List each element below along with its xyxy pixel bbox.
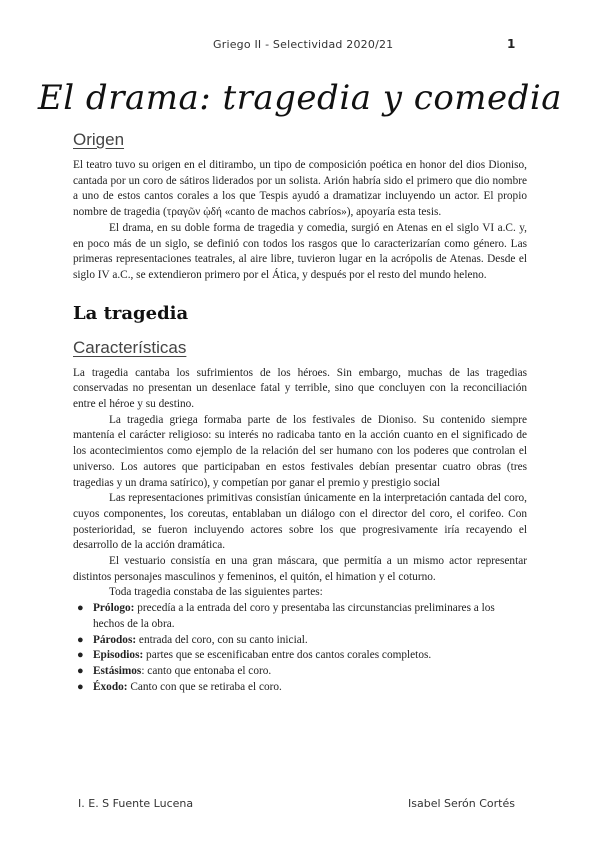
part-desc: : canto que entonaba el coro. — [141, 664, 272, 677]
heading-origen: Origen — [73, 130, 125, 149]
footer-school: I. E. S Fuente Lucena — [78, 797, 194, 810]
part-term: Episodios: — [93, 649, 144, 662]
part-desc: partes que se escenificaban entre dos cantos corales completos. — [143, 649, 432, 662]
caracteristicas-paragraph-2: La tragedia griega formaba parte de los festivales de Dioniso. Su contenido siempre mantenía el carácter religioso: su interés no radicaba tanto en la acción cuanto en el significado de los acontecimientos como ejemplo de la relación del ser humano con los poderes que controlan el universo. Los autores que participaban en estos festivales debían presentar cuatro obras (tres tragedias y un drama satírico), y competían por ganar el premio y prestigio social — [73, 413, 527, 489]
document-body — [73, 130, 527, 695]
heading-caracteristicas: Características — [73, 337, 187, 357]
list-item — [73, 601, 527, 632]
part-term: Párodos: — [93, 633, 137, 646]
list-item — [73, 648, 527, 664]
caracteristicas-paragraph-3: Las representaciones primitivas consistían únicamente en la interpretación cantada del coro, cuyos componentes, los coreutas, entablaban un diálogo con el director del coro, el corifeo. Con posterioridad, se fueron incluyendo actores sobre los que progresivamente iría recayendo el desarrollo de la acción dramática. — [73, 492, 527, 552]
list-item — [73, 680, 527, 696]
origen-paragraph-2: El drama, en su doble forma de tragedia y comedia, surgió en Atenas en el siglo VI a.C. y, en poco más de un siglo, se definió con todos los rasgos que lo caracterizarían como género. Las primeras representaciones teatrales, al aire libre, tuvieron lugar en la acrópolis de Atenas. Desde el siglo IV a.C., se extendieron primero por el Ática, y después por el resto del mundo heleno. — [73, 221, 527, 281]
part-term: Estásimos — [93, 664, 142, 677]
page-number: 1 — [507, 37, 516, 51]
part-desc: Canto con que se retiraba el coro. — [127, 680, 282, 693]
heading-tragedia: La tragedia — [73, 302, 189, 324]
part-term: Prólogo: — [93, 602, 135, 615]
tragedy-parts-list — [73, 601, 527, 695]
page-header — [0, 38, 600, 54]
bullet-icon: ● — [77, 664, 84, 677]
part-term: Éxodo: — [93, 680, 128, 693]
caracteristicas-paragraph-1: La tragedia cantaba los sufrimientos de los héroes. Sin embargo, muchas de las tragedias conservadas no presentan un desenlace fatal y terrible, sino que concluyen con la reconciliación entre el héroe y su destino. — [73, 366, 527, 411]
part-desc: precedía a la entrada del coro y presentaba las circunstancias preliminares a los hechos de la obra. — [93, 602, 495, 630]
document-title: El drama: tragedia y comedia — [37, 78, 563, 118]
origen-paragraph-1: El teatro tuvo su origen en el ditirambo, un tipo de composición poética en honor del dios Dioniso, cantada por un coro de sátiros liderados por un solista. Arión habría sido el primero que dio nombre a uno de estos cantos corales a los que Tespis ayudó a dramatizar incluyendo un actor. El propio nombre de tragedia (τραγῶν ᾠδή «canto de machos cabríos»), apoyaría esta tesis. — [73, 159, 527, 219]
caracteristicas-paragraph-4: El vestuario consistía en una gran máscara, que permitía a un mismo actor representar distintos personajes masculinos y femeninos, el quitón, el himation y el coturno. — [73, 555, 527, 583]
header-title: Griego II - Selectividad 2020/21 — [213, 38, 394, 51]
bullet-icon: ● — [77, 602, 84, 615]
part-desc: entrada del coro, con su canto inicial. — [136, 633, 308, 646]
caracteristicas-paragraph-5: Toda tragedia constaba de las siguientes partes: — [109, 586, 323, 599]
bullet-icon: ● — [77, 649, 84, 662]
footer-author: Isabel Serón Cortés — [408, 797, 515, 810]
bullet-icon: ● — [77, 680, 84, 693]
list-item — [73, 664, 527, 680]
bullet-icon: ● — [77, 633, 84, 646]
list-item — [73, 633, 527, 649]
